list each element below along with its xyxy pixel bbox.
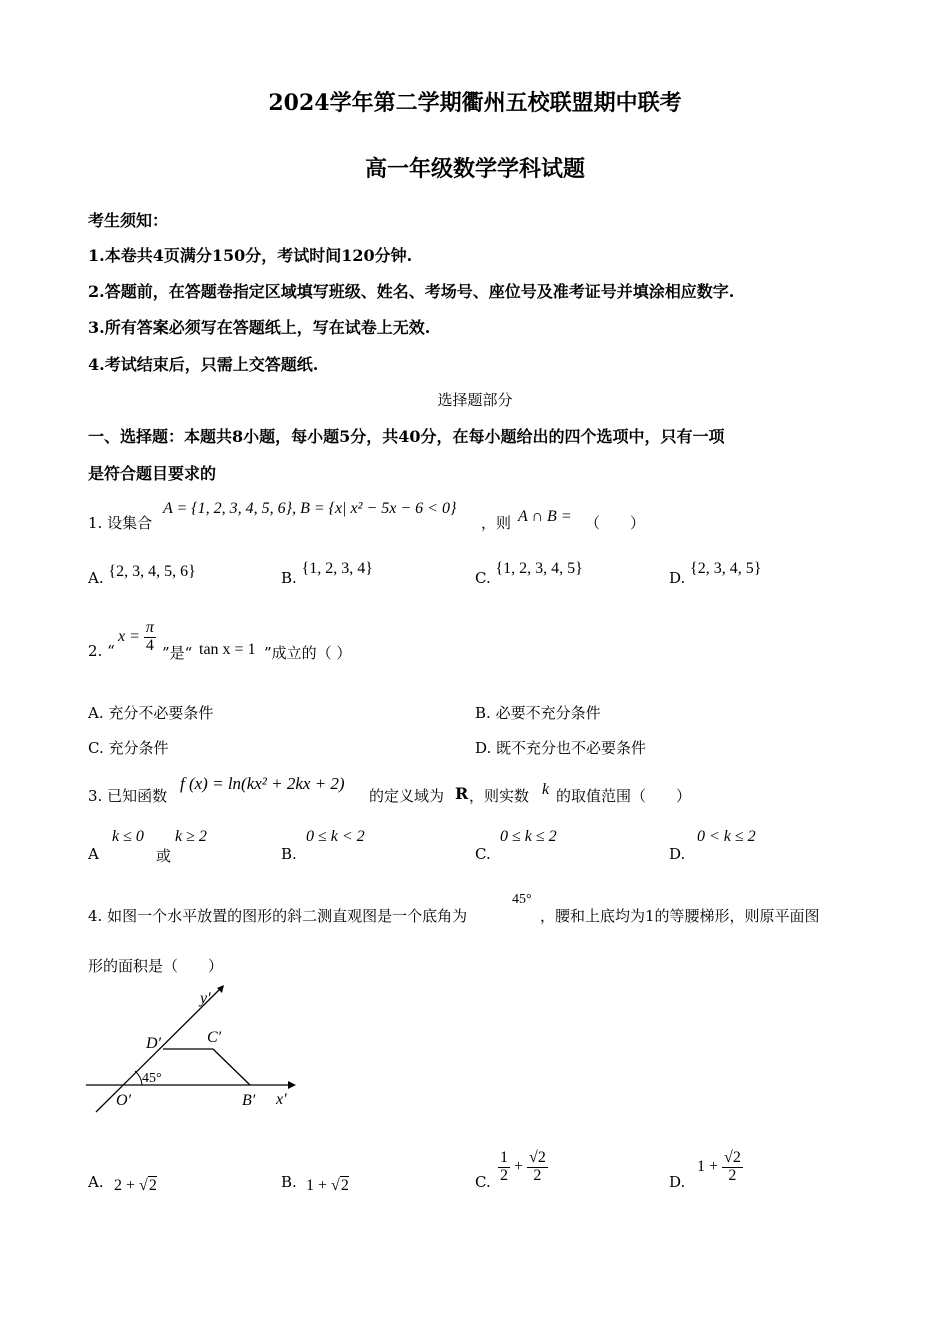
option-value: {2, 3, 4, 5} — [690, 560, 762, 577]
q4-option-a-value: 2 + √2 — [114, 1177, 157, 1194]
trapezoid-right-edge — [213, 1049, 250, 1085]
q1-set-b-expr: x² − 5x − 6 < 0} — [350, 500, 457, 517]
q3-option-d-value: 0 < k ≤ 2 — [697, 828, 756, 845]
q3-real-set: R — [455, 784, 469, 803]
option-value: {2, 3, 4, 5, 6} — [108, 563, 196, 580]
q3-option-a-letter: A — [88, 845, 99, 863]
label-b-prime: B′ — [242, 1092, 256, 1109]
exam-title: 2024学年第二学期衢州五校联盟期中联考 — [268, 90, 682, 116]
label-d-prime: D′ — [146, 1035, 162, 1052]
q1-mid: ，则 — [481, 514, 512, 532]
question-1 — [88, 512, 152, 533]
option-text: 充分条件 — [108, 739, 169, 757]
fraction — [498, 1150, 510, 1185]
option-letter: C. — [475, 569, 491, 587]
q2-tan: tan x = 1 — [199, 641, 256, 658]
q1-prefix: 1. 设集合 — [88, 514, 153, 532]
q4-option-c-value — [498, 1150, 548, 1185]
q3-mid2: ，则实数 — [469, 787, 530, 805]
q3-option-c-letter: C. — [475, 845, 491, 863]
option-text: 必要不充分条件 — [495, 704, 601, 722]
q1-option-d — [669, 560, 762, 588]
q2-option-c — [88, 737, 169, 758]
fraction-denominator: 2 — [533, 1166, 542, 1184]
q4-option-a-letter: A. — [88, 1173, 104, 1191]
q1-option-b — [281, 560, 373, 588]
q3-option-d-letter: D. — [669, 845, 686, 863]
notice-item: 3.所有答案必须写在答题纸上，写在试卷上无效. — [88, 318, 431, 337]
q3-k: k — [542, 781, 550, 798]
option-value: {1, 2, 3, 4} — [301, 560, 373, 577]
label-y-prime: y′ — [200, 990, 211, 1007]
q4-option-b-value: 1 + √2 — [306, 1177, 349, 1194]
label-o-prime: O′ — [116, 1092, 132, 1109]
fraction-denominator: 2 — [500, 1166, 508, 1184]
notice-heading: 考生须知： — [88, 211, 169, 230]
q4-line2: 形的面积是（ ） — [88, 957, 224, 975]
oblique-projection-figure — [80, 978, 300, 1118]
q3-option-c-value: 0 ≤ k ≤ 2 — [500, 828, 557, 845]
radicand: 2 — [340, 1177, 349, 1194]
q2-fraction — [144, 620, 156, 655]
q1-set-a: A = {1, 2, 3, 4, 5, 6} — [163, 500, 293, 517]
exam-subtitle: 高一年级数学学科试题 — [364, 156, 585, 182]
q1-ask: A ∩ B = — [518, 508, 572, 525]
fraction-numerator: √2 — [529, 1149, 546, 1166]
q4-line1-post: ，腰和上底均为1的等腰梯形，则原平面图 — [540, 907, 820, 925]
option-letter: D. — [475, 739, 492, 757]
x-axis-arrow — [288, 1081, 296, 1089]
q2-mid: ”是“ — [162, 644, 193, 662]
q3-prefix: 3. 已知函数 — [88, 787, 168, 805]
q2-condition — [118, 620, 156, 655]
q1-sets — [163, 500, 456, 518]
fraction-numerator: 1 — [500, 1149, 508, 1166]
label-x-prime: x′ — [276, 1091, 287, 1108]
option-letter: B. — [475, 704, 491, 722]
section-instruction: 是符合题目要求的 — [88, 464, 217, 483]
q2-option-d — [475, 737, 646, 758]
q4-angle: 45° — [512, 892, 532, 907]
q2-option-a — [88, 702, 213, 723]
fraction-denominator: 2 — [728, 1166, 737, 1184]
q1-paren: （ ） — [585, 514, 646, 532]
q3-option-a-value: k ≤ 0 — [112, 828, 144, 845]
q2-prefix: 2. “ — [88, 642, 115, 660]
section-instruction: 一、选择题：本题共8小题，每小题5分，共40分，在每小题给出的四个选项中，只有一项 — [88, 427, 725, 446]
fraction-numerator: π — [145, 619, 154, 636]
fraction — [527, 1150, 548, 1185]
label-c-prime: C′ — [207, 1029, 222, 1046]
q1-set-b-pre: , B = {x| — [292, 500, 347, 517]
option-term: 2 + — [114, 1177, 136, 1194]
option-letter: B. — [281, 569, 297, 587]
label-angle: 45° — [142, 1071, 162, 1086]
option-term: 1 + — [697, 1157, 719, 1175]
q3-suffix: 的取值范围（ ） — [556, 787, 692, 805]
fraction-numerator: √2 — [724, 1149, 741, 1166]
option-letter: A. — [88, 569, 104, 587]
option-letter: D. — [669, 569, 686, 587]
notice-item: 1.本卷共4页满分150分，考试时间120分钟. — [88, 246, 413, 265]
q3-option-a-or: 或 — [156, 847, 172, 865]
fraction — [722, 1150, 743, 1185]
radicand: 2 — [148, 1177, 157, 1194]
q3-function: f (x) = ln(kx² + 2kx + 2) — [180, 774, 345, 793]
q2-suffix: ”成立的（ ） — [264, 644, 352, 662]
option-text: 既不充分也不必要条件 — [496, 739, 647, 757]
q4-line1-pre: 4. 如图一个水平放置的图形的斜二测直观图是一个底角为 — [88, 907, 468, 925]
q2-x-eq: x = — [118, 627, 140, 645]
plus-sign: + — [514, 1157, 524, 1175]
q3-option-b-value: 0 ≤ k < 2 — [306, 828, 365, 845]
notice-item: 4.考试结束后，只需上交答题纸. — [88, 355, 319, 374]
q2-option-b — [475, 702, 601, 723]
section-title: 选择题部分 — [437, 391, 513, 409]
fraction-denominator: 4 — [145, 636, 154, 654]
notice-item: 2.答题前，在答题卷指定区域填写班级、姓名、考场号、座位号及准考证号并填涂相应数字. — [88, 282, 735, 301]
option-term: 1 + — [306, 1177, 328, 1194]
q1-option-a — [88, 563, 196, 588]
option-letter: A. — [88, 704, 104, 722]
option-letter: C. — [88, 739, 104, 757]
q4-option-d-value — [697, 1150, 743, 1185]
q3-option-b-letter: B. — [281, 845, 297, 863]
q4-option-b-letter: B. — [281, 1173, 297, 1191]
q3-mid: 的定义域为 — [369, 787, 445, 805]
q3-option-a-value2: k ≥ 2 — [175, 828, 207, 845]
option-value: {1, 2, 3, 4, 5} — [495, 560, 583, 577]
q1-option-c — [475, 560, 583, 588]
option-text: 充分不必要条件 — [108, 704, 214, 722]
q4-option-d-letter: D. — [669, 1173, 686, 1191]
q4-option-c-letter: C. — [475, 1173, 491, 1191]
